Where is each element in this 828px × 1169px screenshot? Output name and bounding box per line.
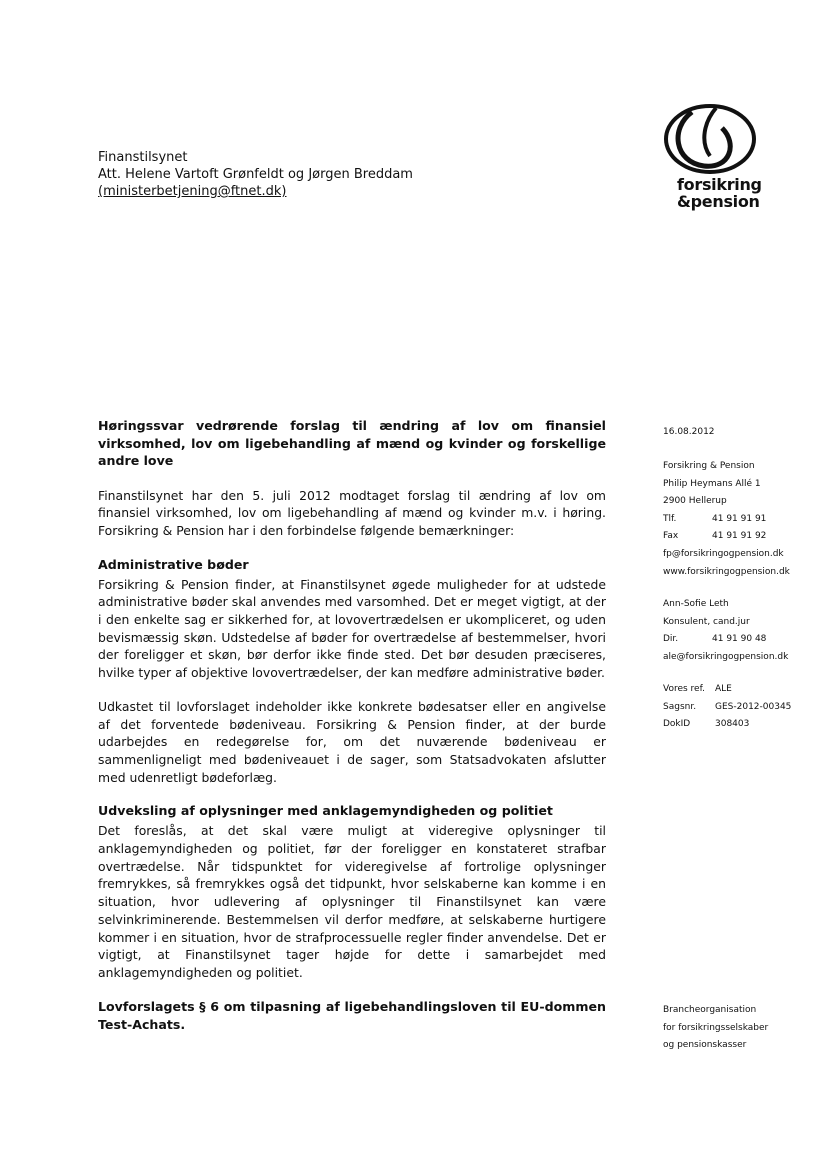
recipient-org: Finanstilsynet [98,150,188,165]
section1-paragraph-2: Udkastet til lovforslaget indeholder ikke konkrete bødesatser eller en angivelse af det forventede bødeniveau. Forsikring & Pension finder, at der burde udarbejdes en redegørelse for, om det nuværende bødeniveau er sammenligneligt med bødeniveauet i de sager, som Statsadvokaten afslutter med udenretligt bødeforlæg. [98,698,606,785]
case-number-row [663,699,791,717]
sender-fax-row [663,528,790,546]
reference-row [663,681,791,699]
footer-line-1: Brancheorganisation [663,1005,757,1015]
contact-title: Konsulent, cand.jur [663,616,750,627]
recipient-attention: Att. Helene Vartoft Grønfeldt og Jørgen Breddam [98,167,413,182]
footer-line-2: for forsikringsselskaber [663,1022,769,1033]
logo-line-2: &pension [677,192,760,211]
section-heading-information-exchange: Udveksling af oplysninger med anklagemyndigheden og politiet [98,803,553,819]
sidebar-date: 16.08.2012 [663,427,715,437]
reference-value: ALE [715,684,732,694]
sender-phone-row [663,511,790,529]
phone-value: 41 91 91 91 [712,513,767,524]
contact-name: Ann-Sofie Leth [663,599,729,609]
contact-email[interactable]: ale@forsikringogpension.dk [663,651,789,662]
footer-line-3: og pensionskasser [663,1040,747,1051]
company-logo [652,100,772,215]
sender-address-2: 2900 Hellerup [663,496,727,507]
document-id-label: DokID [663,719,691,730]
letter-title: Høringssvar vedrørende forslag til ændring af lov om finansiel virksomhed, lov om ligebehandling af mænd og kvinder og forskellige andre love [98,418,606,468]
letter-body [98,417,606,1034]
intro-paragraph: Finanstilsynet har den 5. juli 2012 modtaget forslag til ændring af lov om finansiel virksomhed, lov om ligebehandling af mænd og kvinder m.v. i høring. Forsikring & Pension har i den forbindelse følgende bemærkninger: [98,487,606,538]
document-id-value: 308403 [715,719,750,730]
section1-paragraph-1: Forsikring & Pension finder, at Finanstilsynet øgede muligheder for at udstede administrative bøder skal anvendes med varsomhed. Det er meget vigtigt, at der i den enkelte sag er sikkerhed for, at lovovertrædelsen er ukompliceret, og uden bevismæssig skøn. Udstedelse af bøder for overtrædelse af bestemmelser, hvori der foreligger et skøn, bør derfor ikke finde sted. Det bør desuden præciseres, hvilke typer af objektive lovovertrædelser, der kan medføre administrative bøder. [98,576,606,681]
logo-wordmark [677,176,762,210]
logo-line-1: forsikring [677,175,762,194]
fax-value: 41 91 91 92 [712,531,767,542]
direct-label: Dir. [663,634,679,645]
section-heading-equal-treatment: Lovforslagets § 6 om tilpasning af ligebehandlingsloven til EU-dommen Test-Achats. [98,998,606,1032]
sender-org-name: Forsikring & Pension [663,461,755,471]
case-number-value: GES-2012-00345 [715,701,792,712]
recipient-block [98,149,413,200]
phone-label: Tlf. [663,513,677,524]
section2-paragraph-1: Det foreslås, at det skal være muligt at videregive oplysninger til anklagemyndigheden og politiet, før der foreligger en konstateret strafbar overtrædelse. Når tidspunktet for videregivelse af fortrolige oplysninger fremrykkes, så fremrykkes også det tidpunkt, hvor selskaberne kan komme i en situation, hvor udlevering af oplysninger til Finanstilsynet kan være selvinkriminerende. Bestemmelsen vil derfor medføre, at selskaberne hurtigere kommer i en situation, hvor de strafprocessuelle regler finder anvendelse. Det er vigtigt, at Finanstilsynet tager højde for dette i samarbejdet med anklagemyndigheden og politiet. [98,823,606,980]
recipient-email-link[interactable]: (ministerbetjening@ftnet.dk) [98,184,287,199]
case-number-label: Sagsnr. [663,701,697,712]
logo-swirl-icon [652,100,772,180]
document-id-row [663,716,791,734]
sidebar-sender-block [663,458,790,581]
sender-email[interactable]: fp@forsikringogpension.dk [663,548,784,559]
reference-label: Vores ref. [663,684,705,694]
sender-website[interactable]: www.forsikringogpension.dk [663,566,790,577]
sender-address-1: Philip Heymans Allé 1 [663,478,761,489]
sidebar-contact-block [663,596,788,666]
fax-label: Fax [663,531,679,542]
direct-phone: 41 91 90 48 [712,634,767,645]
section-heading-administrative-fines: Administrative bøder [98,556,249,572]
sidebar-reference-block [663,681,791,734]
sidebar-footer-block [663,1002,768,1055]
contact-direct-row [663,631,788,649]
